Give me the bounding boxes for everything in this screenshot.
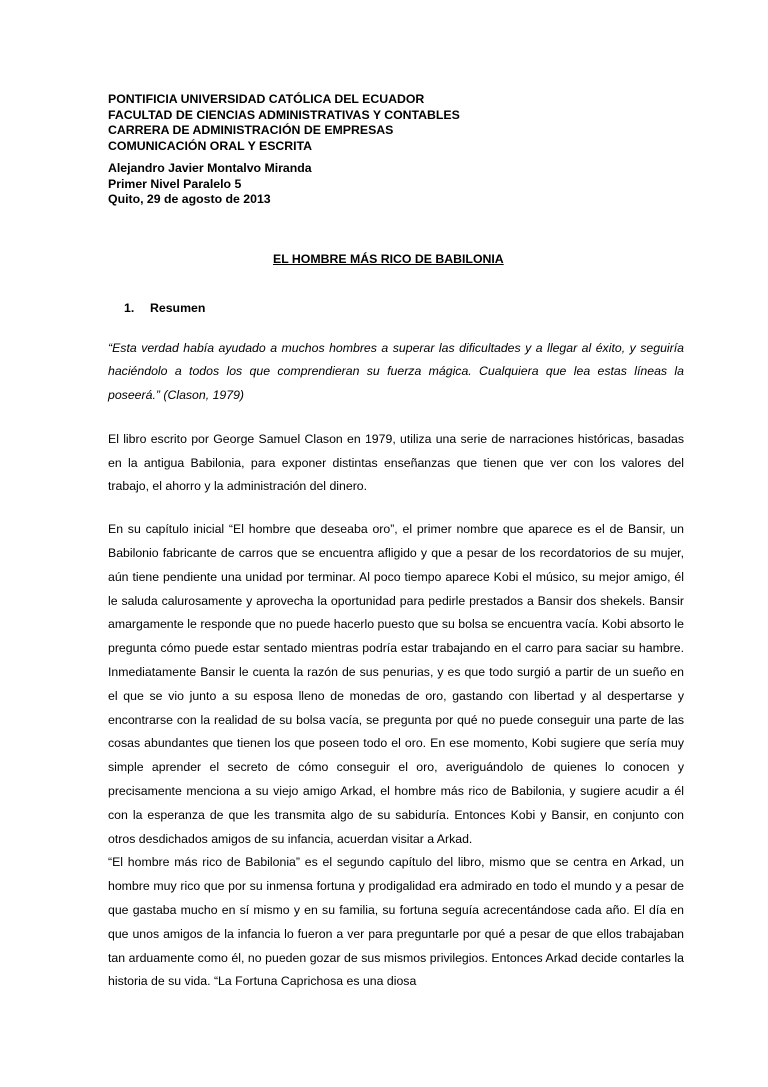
section-number: 1. [124, 300, 135, 315]
career-line: CARRERA DE ADMINISTRACIÓN DE EMPRESAS [108, 123, 394, 137]
author-date: Quito, 29 de agosto de 2013 [108, 192, 271, 206]
author-level: Primer Nivel Paralelo 5 [108, 176, 242, 191]
author-name: Alejandro Javier Montalvo Miranda [108, 161, 312, 175]
paragraph-intro: El libro escrito por George Samuel Clason en 1979, utiliza una serie de narraciones históricas, basadas en la antigua Babilonia, para exponer distintas enseñanzas que tienen que ver con los valores del trabajo, el ahorro y la administración del dinero. [108, 431, 684, 494]
course-line: COMUNICACIÓN ORAL Y ESCRITA [108, 138, 313, 153]
paragraph-chapter-two: “El hombre más rico de Babilonia” es el segundo capítulo del libro, mismo que se centra en Arkad, un hombre muy rico que por su inmensa fortuna y prodigalidad era admirado en todo el mundo y a pesar de que gastaba mucho en sí mismo y en su familia, su fortuna seguía acrecentándose cada año. El día en que unos amigos de la infancia lo fueron a ver para preguntarle por qué a pesar de que ellos trabajaban tan arduamente como él, no pueden gozar de sus mismos privilegios. Entonces Arkad decide contarles la historia de su vida. “La Fortuna Caprichosa es una diosa [108, 855, 684, 989]
institution-header [108, 92, 684, 154]
faculty-line: FACULTAD DE CIENCIAS ADMINISTRATIVAS Y CONTABLES [108, 107, 460, 122]
epigraph-quote: “Esta verdad había ayudado a muchos hombres a superar las dificultades y a llegar al éxito, y seguiría haciéndolo a todos los que comprendieran su fuerza mágica. Cualquiera que lea estas líneas la poseerá.” (Clason, 1979) [108, 340, 684, 403]
paragraph-chapter-one: En su capítulo inicial “El hombre que deseaba oro”, el primer nombre que aparece es el de Bansir, un Babilonio fabricante de carros que se encuentra afligido y que a pesar de los recordatorios de su mujer, aún tiene pendiente una unidad por terminar. Al poco tiempo aparece Kobi el músico, su mejor amigo, él le saluda calurosamente y aprovecha la oportunidad para pedirle prestados a Bansir dos shekels. Bansir amargamente le responde que no puede hacerlo puesto que su bolsa se encuentra vacía. Kobi absorto le pregunta cómo puede estar sentado mientras podría estar trabajando en el carro para saciar su hambre. Inmediatamente Bansir le cuenta la razón de sus penurias, y es que todo surgió a partir de un sueño en el que se vio junto a su esposa lleno de monedas de oro, gastando con libertad y al despertarse y encontrarse con la realidad de su bolsa vacía, se pregunta por qué no puede conseguir una parte de las cosas abundantes que tienen los que poseen todo el oro. En ese momento, Kobi sugiere que sería muy simple aprender el secreto de cómo conseguir el oro, averiguándolo de quienes lo conocen y precisamente menciona a su viejo amigo Arkad, el hombre más rico de Babilonia, y sugiere acudir a él con la esperanza de que les transmita algo de su sabiduría. Entonces Kobi y Bansir, en conjunto con otros desdichados amigos de su infancia, acuerdan visitar a Arkad. [108, 522, 684, 846]
section-heading [108, 301, 684, 316]
author-header [108, 161, 684, 208]
document-title: EL HOMBRE MÁS RICO DE BABILONIA [273, 251, 504, 266]
section-title: Resumen [150, 300, 206, 315]
university-line: PONTIFICIA UNIVERSIDAD CATÓLICA DEL ECUADOR [108, 92, 425, 106]
